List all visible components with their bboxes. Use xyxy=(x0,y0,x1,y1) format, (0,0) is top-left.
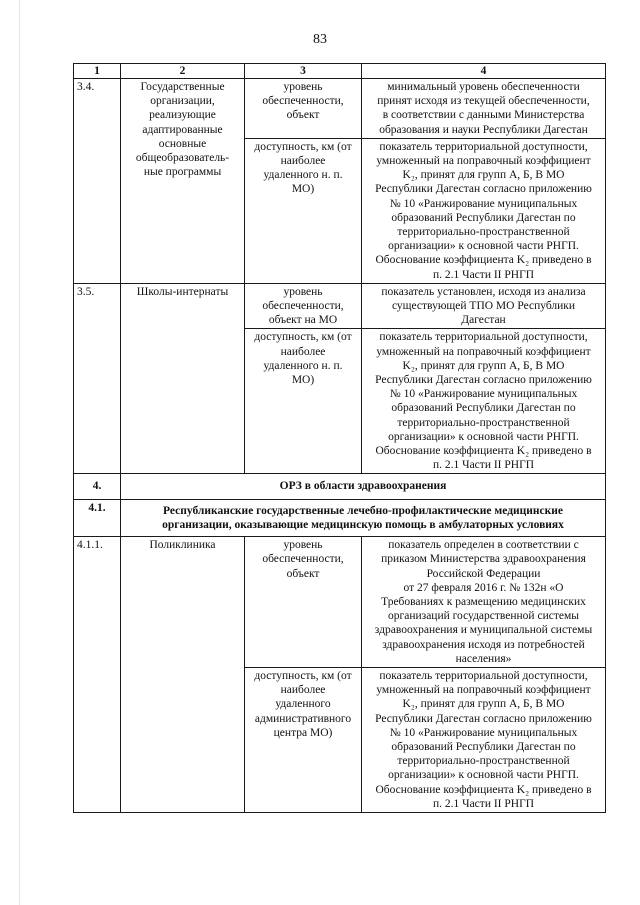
description: показатель территориальной доступности, умноженный на поправочный коэффициент K₂, принят для групп А, Б, В МО Республики Дагестан согласно приложению № 10 «Ранжирование муниципальных образований Республики Дагестан по территориально-пространственной организации» к основной части РНГП. Обоснование коэффициента K₂ приведено в п. 2.1 Части II РНГП xyxy=(362,329,606,474)
column-header: 4 xyxy=(362,64,606,79)
column-header: 1 xyxy=(74,64,121,79)
section-number: 4. xyxy=(74,474,121,499)
object-name: Школы-интернаты xyxy=(121,283,245,474)
column-header: 3 xyxy=(245,64,362,79)
row-number: 4.1.1. xyxy=(74,537,121,813)
indicator: доступность, км (от наиболее удаленного н. п. МО) xyxy=(245,329,362,474)
section-row xyxy=(74,474,606,499)
indicator: доступность, км (от наиболее удаленного административного центра МО) xyxy=(245,667,362,812)
table-header-row xyxy=(74,64,606,79)
indicator: уровень обеспеченности, объект на МО xyxy=(245,283,362,329)
page-number: 83 xyxy=(313,32,327,47)
table-row xyxy=(74,79,606,139)
subsection-row xyxy=(74,499,606,536)
row-number: 3.4. xyxy=(74,79,121,284)
subsection-title: Республиканские государственные лечебно-профилактические медицинские организации, оказывающие медицинскую помощь в амбулаторных условиях xyxy=(121,499,606,536)
table-row xyxy=(74,283,606,329)
description: показатель определен в соответствии с приказом Министерства здравоохранения Российской Федерации от 27 февраля 2016 г. № 132н «О Требованиях к размещению медицинских организаций государственной системы здравоохранения и муниципальной системы здравоохранения исходя из потребностей населения» xyxy=(362,537,606,668)
section-title: ОРЗ в области здравоохранения xyxy=(121,474,606,499)
subsection-number: 4.1. xyxy=(74,499,121,536)
description: минимальный уровень обеспеченности принят исходя из текущей обеспеченности, в соответствии с данными Министерства образования и науки Республики Дагестан xyxy=(362,79,606,139)
column-header: 2 xyxy=(121,64,245,79)
description: показатель территориальной доступности, умноженный на поправочный коэффициент K₂, принят для групп А, Б, В МО Республики Дагестан согласно приложению № 10 «Ранжирование муниципальных образований Республики Дагестан по территориально-пространственной организации» к основной части РНГП. Обоснование коэффициента K₂ приведено в п. 2.1 Части II РНГП xyxy=(362,138,606,283)
scan-edge-line xyxy=(19,0,20,905)
description: показатель установлен, исходя из анализа существующей ТПО МО Республики Дагестан xyxy=(362,283,606,329)
table-row xyxy=(74,537,606,668)
description: показатель территориальной доступности, умноженный на поправочный коэффициент K₂, принят для групп А, Б, В МО Республики Дагестан согласно приложению № 10 «Ранжирование муниципальных образований Республики Дагестан по территориально-пространственной организации» к основной части РНГП. Обоснование коэффициента K₂ приведено в п. 2.1 Части II РНГП xyxy=(362,667,606,812)
object-name: Государственные организации, реализующие адаптированные основные общеобразователь- ные программы xyxy=(121,79,245,284)
indicator: уровень обеспеченности, объект xyxy=(245,537,362,668)
indicator: уровень обеспеченности, объект xyxy=(245,79,362,139)
norms-table xyxy=(73,63,606,813)
row-number: 3.5. xyxy=(74,283,121,474)
object-name: Поликлиника xyxy=(121,537,245,813)
indicator: доступность, км (от наиболее удаленного н. п. МО) xyxy=(245,138,362,283)
